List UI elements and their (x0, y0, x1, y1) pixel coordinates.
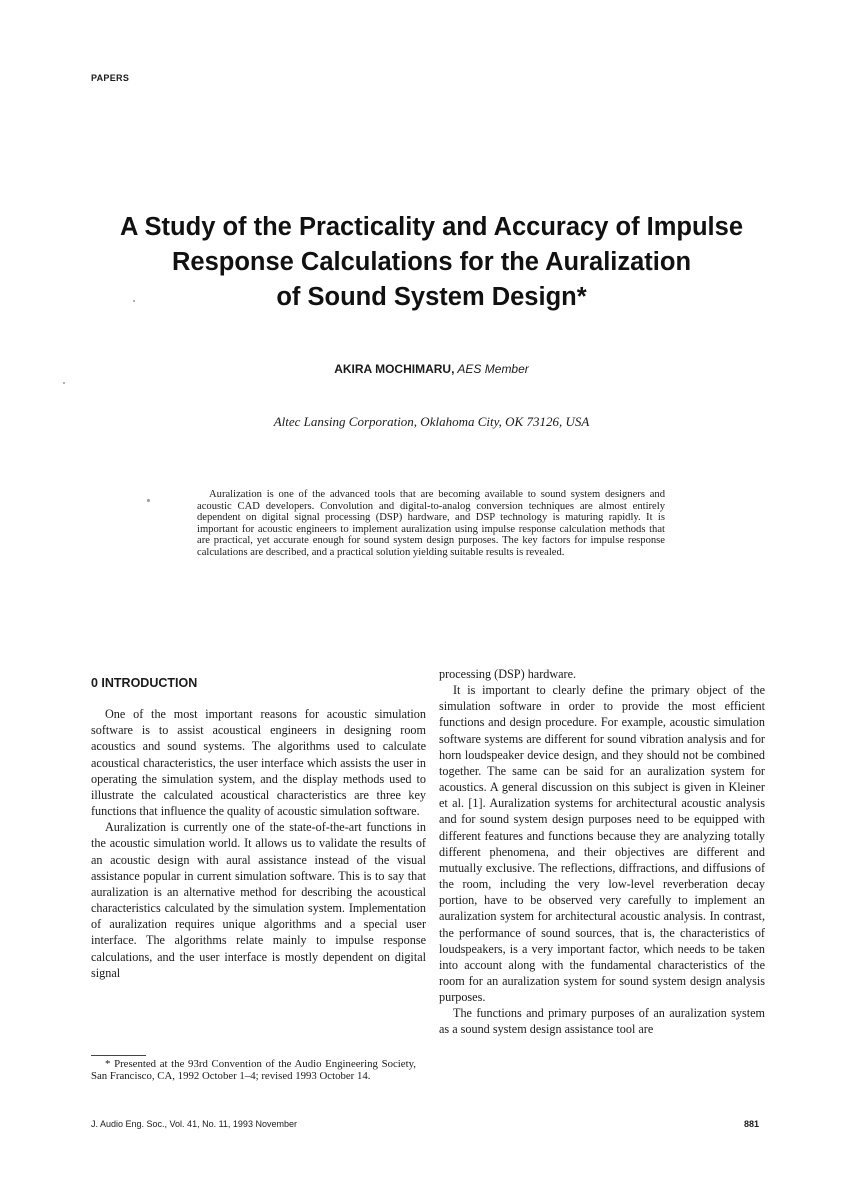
right-column (439, 666, 765, 1038)
footnote-rule (91, 1055, 146, 1056)
author-membership: AES Member (457, 362, 529, 376)
abstract: Auralization is one of the advanced tools that are becoming available to sound system designers and acoustic CAD developers. Convolution and digital-to-analog conversion techniques are almost entirely dependent on digital signal processing (DSP) hardware, and DSP technology is maturing rapidly. It is important for acoustic engineers to implement auralization using impulse response calculation methods that are practical, yet accurate enough for sound system design purposes. The key factors for impulse response calculations are described, and a practical solution yielding suitable results is revealed. (197, 489, 665, 558)
author-name: AKIRA MOCHIMARU, (334, 362, 455, 376)
paragraph: Auralization is currently one of the state-of-the-art functions in the acoustic simulation world. It allows us to validate the results of an acoustic design with aural assistance instead of the visual assistance popular in current simulation software. This is to say that auralization is an alternative method for describing the acoustical characteristics calculated by the simulation system. Implementation of auralization requires unique algorithms and a special user interface. The algorithms relate mainly to impulse response calculations, and the user interface is mostly dependent on digital signal (91, 820, 426, 980)
scan-speck (63, 382, 65, 384)
affiliation: Altec Lansing Corporation, Oklahoma City, OK 73126, USA (273, 414, 590, 429)
scan-speck (133, 300, 135, 302)
journal-citation: J. Audio Eng. Soc., Vol. 41, No. 11, 1993 November (91, 1119, 297, 1129)
paragraph: processing (DSP) hardware. (439, 667, 577, 681)
paragraph: The functions and primary purposes of an auralization system as a sound system design assistance tool are (439, 1006, 765, 1037)
paragraph: It is important to clearly define the primary object of the simulation software in order to provide the most efficient functions and design procedure. For example, acoustic simulation software systems are different for sound vibration analysis and for horn loudspeaker device design, and they should not be combined together. The same can be said for an auralization system for acoustics. A general discussion on this subject is given in Kleiner et al. [1]. Auralization systems for architectural acoustic analysis and for sound system design purposes need to be equipped with different features and functions because they are analyzing totally different phenomena, and their objectives are different and mutually exclusive. The reflections, diffractions, and diffusions of the room, including the very low-level reverberation decay portion, have to be observed very carefully to implement an auralization system for architectural acoustic analysis. In contrast, the performance of sound sources, that is, the characteristics of loudspeakers, is a very important factor, which needs to be taken into account along with the fundamental characteristics of the room for an auralization system for sound system design analysis purposes. (439, 683, 765, 1005)
running-head: PAPERS (91, 73, 130, 83)
footnote: * Presented at the 93rd Convention of the Audio Engineering Society, San Francisco, CA, 1992 October 1–4; revised 1993 October 14. (91, 1058, 416, 1082)
left-column (91, 671, 426, 981)
author-line (0, 362, 863, 377)
title-line: of Sound System Design* (276, 283, 587, 311)
paragraph: One of the most important reasons for acoustic simulation software is to assist acoustical engineers in designing room acoustics and sound systems. The algorithms used to calculate acoustical characteristics, the user interface which assists the user in operating the simulation system, and the display methods used to illustrate the calculated acoustical characteristics are three key functions that influence the quality of acoustic simulation software. (91, 707, 426, 819)
page-number: 881 (744, 1119, 760, 1129)
title-line: A Study of the Practicality and Accuracy of Impulse (119, 213, 744, 241)
title-line: Response Calculations for the Auralization (171, 248, 692, 276)
scan-speck (147, 499, 150, 502)
section-heading: 0 INTRODUCTION (91, 676, 198, 690)
paper-title (60, 210, 803, 315)
